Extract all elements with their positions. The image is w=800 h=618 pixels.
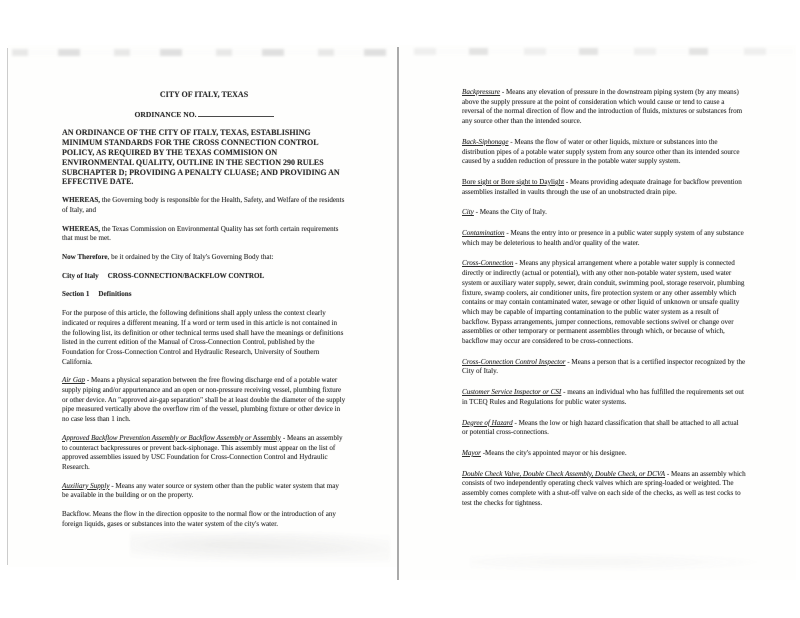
defined-term: Contamination (462, 229, 505, 238)
section-heading (62, 290, 346, 300)
defined-term: Degree of Hazard (462, 418, 513, 427)
definition-cross-connection (462, 259, 746, 346)
definition-text: - Means providing adequate drainage for backflow prevention assemblies installed in vaults through the use of an unobstructed drain pipe. (462, 177, 742, 196)
ordinance-title-line: ENVIRONMENTAL QUALITY, OUTLINE IN THE SECTION 290 RULES (62, 157, 324, 167)
ordinance-number-line (62, 109, 346, 120)
definition-text: - Means a physical separation between the free flowing discharge end of a potable water supply piping and/or appurtenance and an open or non-pressure receiving vessel, plumbing fixture or other device. An "approved air-gap separation" shall be at least double the diameter of the supply pipe measured vertically above the overflow rim of the vessel, plumbing fixture or other device in no case less than 1 inch. (62, 376, 346, 424)
defined-term: Backpressure (462, 88, 501, 96)
defined-term: Back-Siphonage (462, 137, 509, 146)
ordinance-title-line: SUBCHAPTER D; PROVIDING A PENALTY CLUASE; AND PROVIDING AN (62, 167, 340, 177)
scan-artifact-top-left (12, 49, 388, 56)
defined-term: Double Check Valve, Double Check Assembly, Double Check, or DCVA (462, 469, 666, 478)
purpose-paragraph: For the purpose of this article, the following definitions shall apply unless the context clearly indicated or requires a different meaning. If a word or term used in this article is not contained in the following list, its definition or other technical terms used shall have the meanings or definitions listed in the current edition of the Manual of Cross-Connection Control, published by the Foundation for Cross-Connection Control and Hydraulic Research, University of Southern California. (62, 309, 344, 366)
ordinance-title (62, 128, 346, 187)
defined-term: Mayor (462, 448, 481, 457)
definition-backflow: Backflow. Means the flow in the direction opposite to the normal flow or the introduction of any foreign liquids, gases or substances into the water system of the city's water. (62, 510, 336, 528)
ordinance-title-line: MINIMUM STANDARDS FOR THE CROSS CONNECTION CONTROL (62, 138, 319, 148)
definition-bore-sight (462, 178, 746, 197)
enactment-lead: Now Therefore (62, 253, 108, 261)
defined-term: Cross-Connection (462, 259, 514, 268)
defined-term-suffix: Assembly (251, 433, 282, 442)
definition-auxiliary-supply (62, 482, 346, 501)
definition-text: - Means the low or high hazard classification that shall be attached to all actual or potential cross-connections. (462, 418, 739, 437)
defined-term: Air Gap (62, 376, 86, 385)
definition-back-siphonage (462, 138, 746, 167)
scan-artifact-bottom-right (470, 552, 770, 572)
ordinance-title-line: AN ORDINANCE OF THE CITY OF ITALY, TEXAS, ESTABLISHING (62, 128, 311, 138)
definition-text: - Means any physical arrangement where a potable water supply is connected directly or indirectly (actual or potential), with any other non-potable water system, used water system or auxiliary water supply, sewer, drain conduit, swimming pool, storage reservoir, plumbing fixture, swamp coolers, air conditioner units, fire protection system or any other assembly which contains or may contain contaminated water, sewage or other liquid of unknown or unsafe quality which may be capable of imparting contamination to the public water system as a result of backflow. Bypass arrangements, jumper connections, removable sections swivel or change over assemblies or other temporary or permanent assemblies through which, or because of which, backflow may occur are considered to be cross-connections. (462, 259, 745, 346)
ordinance-title-line: EFFECTIVE DATE. (62, 177, 134, 187)
definition-text: -Means the city's appointed mayor or his designee. (480, 448, 627, 457)
subject-line (62, 272, 346, 282)
definition-degree-of-hazard (462, 419, 746, 438)
ordinance-title-line: POLICY, AS REQUIRED BY THE TEXAS COMMISION ON (62, 148, 278, 157)
ordinance-number-blank (198, 109, 274, 117)
document-heading: CITY OF ITALY, TEXAS (159, 90, 249, 99)
definition-text: - Means the entry into or presence in a public water supply system of any substance which may be deleterious to health and/or quality of the water. (462, 229, 744, 247)
definition-text: - Means a person that is a certified inspector recognized by the City of Italy. (462, 357, 746, 376)
definition-text: - Means any elevation of pressure in the downstream piping system (by any means) above the supply pressure at the point of consideration which would cause or tend to cause a reversal of the normal direction of flow and the introduction of fluids, mixtures or substances from any source other than the intended source. (462, 88, 743, 126)
section-number: Section 1 (62, 290, 90, 299)
definition-contamination (462, 229, 746, 248)
definition-text: - Means an assembly to counteract backpressures or prevent back-siphonage. This assembly must appear on the list of approved assemblies issued by USC Foundation for Cross-Connection Control and Hydraulic Research. (62, 433, 343, 471)
definition-text: - means an individual who has fulfilled the requirements set out in TCEQ Rules and Regulations for public water systems. (462, 388, 744, 406)
whereas-text: the Texas Commission on Environmental Quality has set forth certain requirements that must be met. (62, 224, 339, 243)
definition-cross-connection-control-inspector (462, 358, 746, 377)
left-page-content (62, 90, 346, 538)
whereas-lead: WHEREAS, (62, 224, 101, 233)
definition-backpressure (462, 88, 746, 127)
section-name: Definitions (98, 290, 132, 299)
defined-term: Cross-Connection Control Inspector (462, 357, 566, 366)
defined-term: Approved Backflow Prevention Assembly or Backflow Assembly or (62, 433, 252, 442)
enactment-clause (62, 253, 346, 263)
definition-text: - Means the City of Italy. (473, 208, 547, 217)
subject-title: CROSS-CONNECTION/BACKFLOW CONTROL (107, 271, 265, 280)
definition-text: - Means an assembly which consists of two independently operating check valves which are spring-loaded or weighted. The assembly comes complete with a shut-off valve on each side of the checks, as well as test cocks to test the checks for tightness. (462, 469, 746, 507)
definition-customer-service-inspector (462, 388, 746, 407)
definition-approved-backflow-assembly (62, 434, 346, 473)
definition-mayor (462, 449, 746, 459)
enactment-text: , be it ordained by the City of Italy's Governing Body that: (107, 253, 274, 261)
definition-city (462, 208, 746, 218)
definition-text: - Means any water source or system other than the public water system that may be available in the building or on the property. (62, 481, 339, 500)
scan-artifact-top-right (414, 48, 794, 55)
defined-term: Auxiliary Supply (62, 481, 110, 490)
definition-text: - Means the flow of water or other liquids, mixture or substances into the distribution pipes of a potable water supply system from any source other than its intended source caused by a sudden reduction of pressure in the potable water supply system. (462, 137, 740, 166)
whereas-clause-1 (62, 196, 346, 215)
page-divider-line (397, 47, 399, 580)
subject-city-label: City of Italy (62, 271, 99, 280)
definition-double-check-valve (462, 470, 746, 509)
defined-term: Bore sight or Bore sight to Daylight (462, 177, 565, 186)
ordinance-number-label: ORDINANCE NO. (134, 109, 197, 119)
left-page-edge-line (7, 48, 8, 565)
whereas-lead: WHEREAS, (62, 196, 101, 205)
whereas-clause-2 (62, 225, 346, 244)
whereas-text: the Governing body is responsible for the Health, Safety, and Welfare of the residents of Italy, and (62, 196, 345, 214)
defined-term: City (462, 208, 474, 217)
right-page-content (462, 88, 746, 520)
defined-term: Customer Service Inspector or CSI (462, 388, 562, 397)
definition-air-gap (62, 376, 346, 425)
